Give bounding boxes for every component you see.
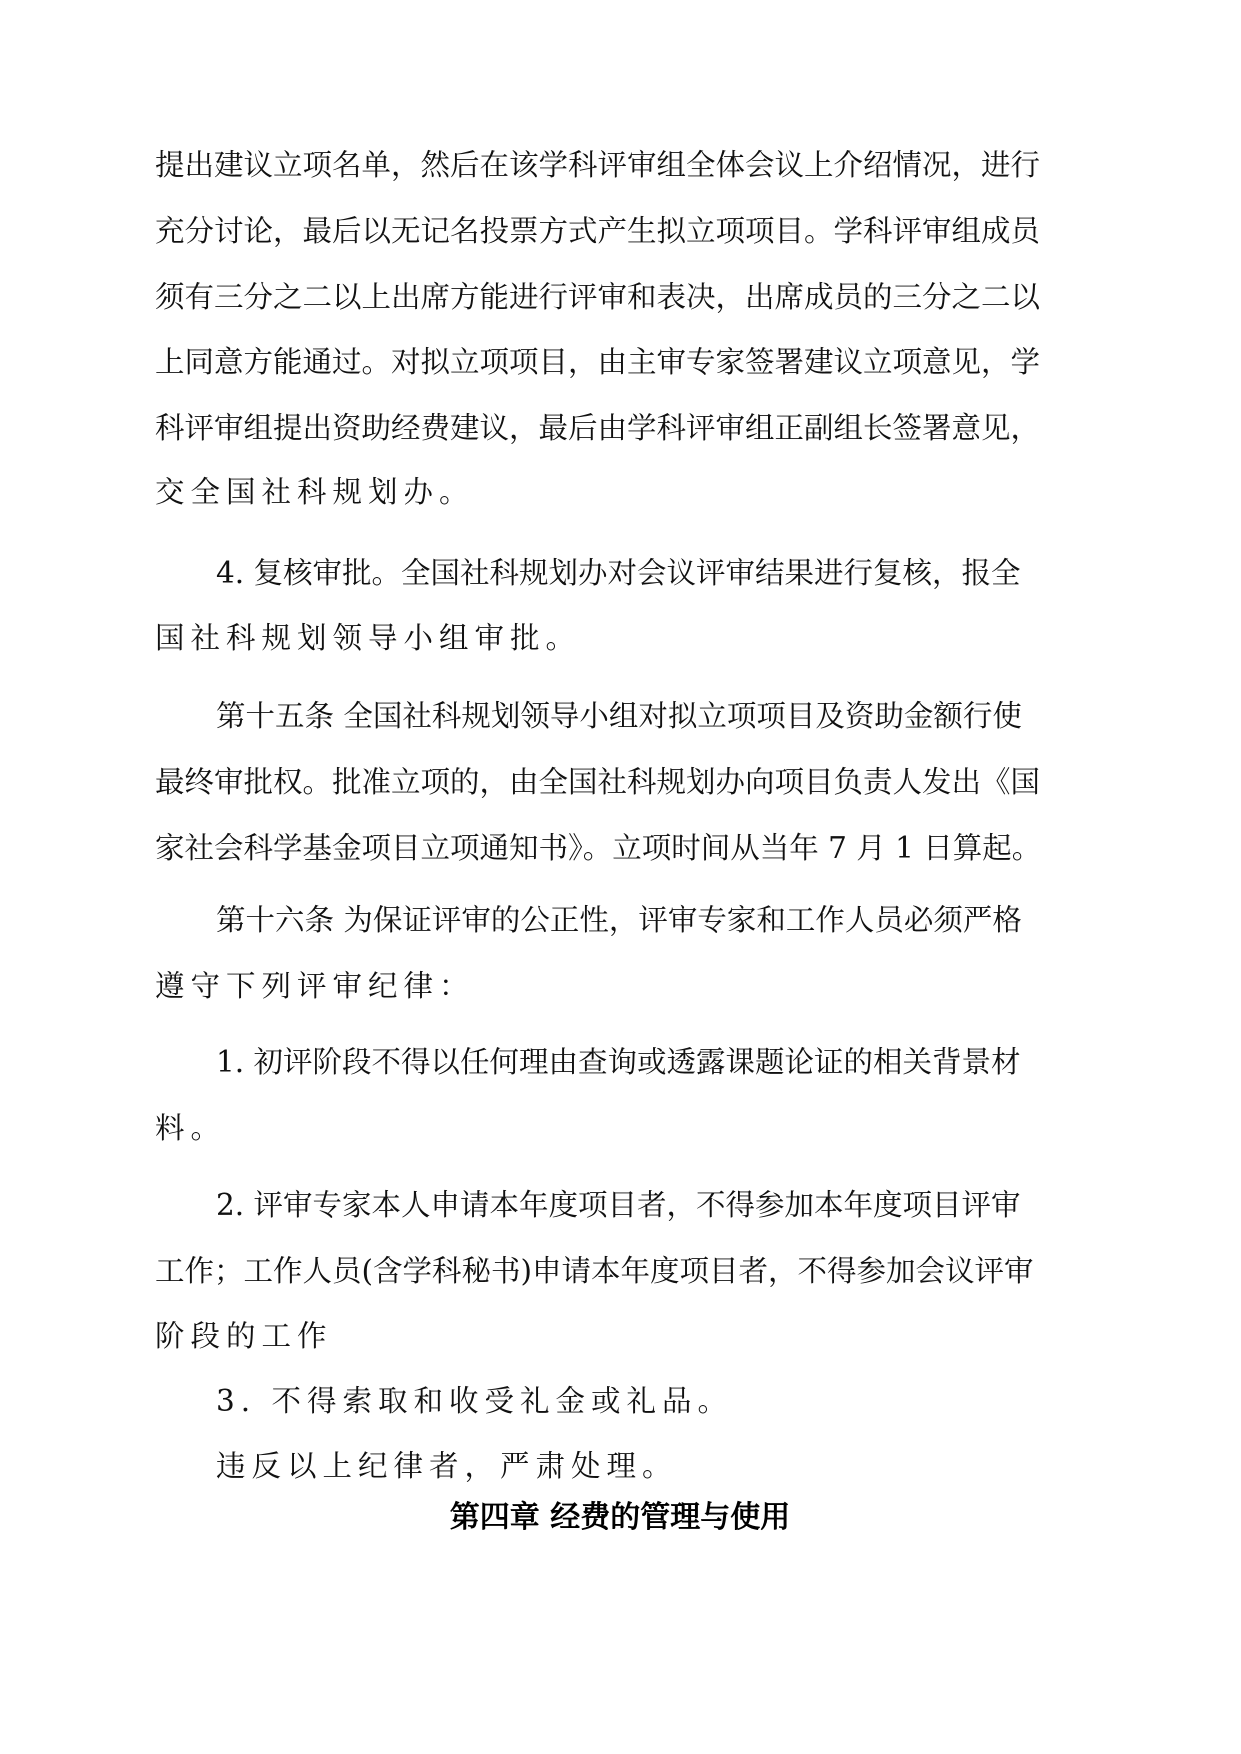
article-line: 第十六条 为保证评审的公正性，评审专家和工作人员必须严格 [216, 903, 1022, 937]
list-item-line: 2. 评审专家本人申请本年度项目者，不得参加本年度项目评审 [216, 1188, 1021, 1222]
paragraph-line: 科评审组提出资助经费建议，最后由学科评审组正副组长签署意见， [155, 411, 1041, 445]
paragraph-line: 须有三分之二以上出席方能进行评审和表决，出席成员的三分之二以 [155, 280, 1041, 314]
paragraph-line: 4. 复核审批。全国社科规划办对会议评审结果进行复核，报全 [216, 556, 1021, 590]
paragraph-line: 违反以上纪律者，严肃处理。 [216, 1449, 678, 1483]
paragraph-line: 家社会科学基金项目立项通知书》。立项时间从当年 7 月 1 日算起。 [155, 831, 1042, 865]
paragraph-line: 提出建议立项名单，然后在该学科评审组全体会议上介绍情况，进行 [155, 148, 1041, 182]
paragraph-line: 交全国社科规划办。 [155, 475, 475, 509]
article-line: 第十五条 全国社科规划领导小组对拟立项项目及资助金额行使 [216, 699, 1022, 733]
paragraph-line: 最终审批权。批准立项的，由全国社科规划办向项目负责人发出《国 [155, 765, 1041, 799]
paragraph-line: 阶段的工作 [155, 1319, 333, 1353]
chapter-heading: 第四章 经费的管理与使用 [449, 1500, 791, 1535]
paragraph-line: 工作；工作人员(含学科秘书)申请本年度项目者，不得参加会议评审 [155, 1254, 1034, 1288]
paragraph-line: 料。 [155, 1111, 227, 1145]
paragraph-line: 充分讨论，最后以无记名投票方式产生拟立项项目。学科评审组成员 [155, 214, 1041, 248]
paragraph-line: 国社科规划领导小组审批。 [155, 621, 582, 655]
paragraph-line: 遵守下列评审纪律： [155, 969, 475, 1003]
list-item-line: 1. 初评阶段不得以任何理由查询或透露课题论证的相关背景材 [216, 1045, 1021, 1079]
paragraph-line: 上同意方能通过。对拟立项项目，由主审专家签署建议立项意见，学 [155, 345, 1041, 379]
list-item-line: 3. 不得索取和收受礼金或礼品。 [216, 1384, 734, 1418]
